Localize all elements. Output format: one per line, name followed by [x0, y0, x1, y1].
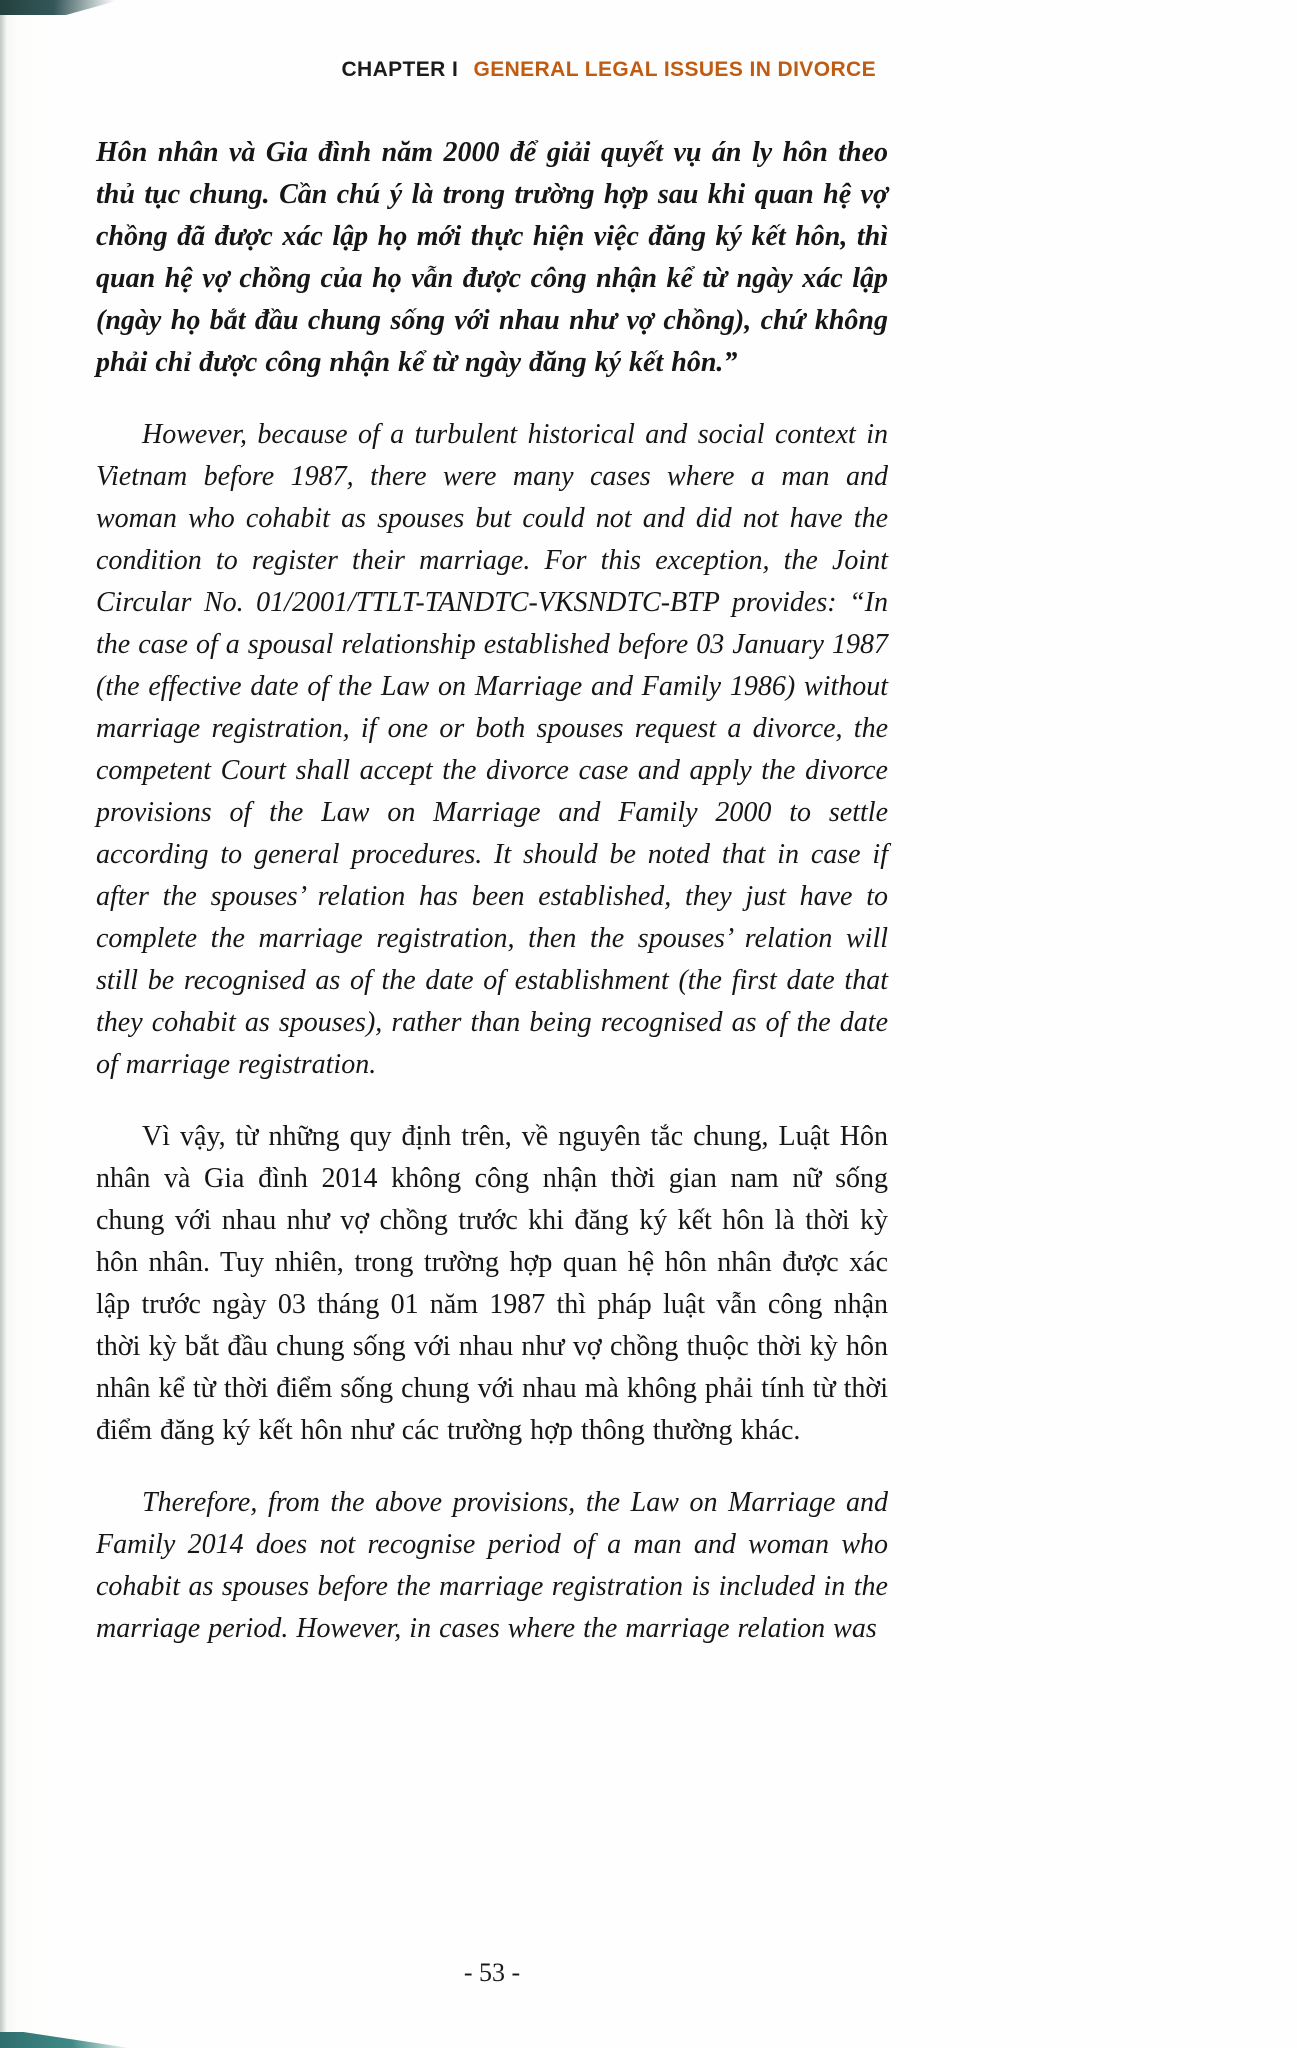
scan-edge-artifact	[0, 0, 7, 2048]
paragraph-vietnamese-vi-vay: Vì vậy, từ những quy định trên, về nguyên tắc chung, Luật Hôn nhân và Gia đình 2014 không công nhận thời gian nam nữ sống chung với nhau như vợ chồng trước khi đăng ký kết hôn là thời kỳ hôn nhân. Tuy nhiên, trong trường hợp quan hệ hôn nhân được xác lập trước ngày 03 tháng 01 năm 1987 thì pháp luật vẫn công nhận thời kỳ bắt đầu chung sống với nhau như vợ chồng thuộc thời kỳ hôn nhân kể từ thời điểm sống chung với nhau mà không phải tính từ thời điểm đăng ký kết hôn như các trường hợp thông thường khác.	[96, 1121, 888, 1446]
paragraph-english-therefore: Therefore, from the above provisions, the Law on Marriage and Family 2014 does not recognise period of a man and woman who cohabit as spouses before the marriage registration is included in the marriage period. However, in cases where the marriage relation was	[96, 1487, 888, 1644]
scan-artifact-bottom-left	[0, 2032, 130, 2048]
chapter-label: CHAPTER I	[341, 58, 459, 81]
paragraph-english-however: However, because of a turbulent historical and social context in Vietnam before 1987, there were many cases where a man and woman who cohabit as spouses but could not and did not have the condition to register their marriage. For this exception, the Joint Circular No. 01/2001/TTLT-TANDTC-VKSNDTC-BTP provides: “In the case of a spousal relationship established before 03 January 1987 (the effective date of the Law on Marriage and Family 1986) without marriage registration, if one or both spouses request a divorce, the competent Court shall accept the divorce case and apply the divorce provisions of the Law on Marriage and Family 2000 to settle according to general procedures. It should be noted that in case if after the spouses’ relation has been established, they just have to complete the marriage registration, then the spouses’ relation will still be recognised as of the date of establishment (the first date that they cohabit as spouses), rather than being recognised as of the date of marriage registration.	[96, 419, 888, 1080]
page-number: - 53 -	[463, 1958, 521, 1987]
scan-artifact-top-left	[0, 0, 120, 15]
chapter-title: GENERAL LEGAL ISSUES IN DIVORCE	[473, 58, 876, 81]
paragraph-vietnamese-quote: Hôn nhân và Gia đình năm 2000 để giải quyết vụ án ly hôn theo thủ tục chung. Cần chú ý là trong trường hợp sau khi quan hệ vợ chồng đã được xác lập họ mới thực hiện việc đăng ký kết hôn, thì quan hệ vợ chồng của họ vẫn được công nhận kể từ ngày xác lập (ngày họ bắt đầu chung sống với nhau như vợ chồng), chứ không phải chỉ được công nhận kể từ ngày đăng ký kết hôn.”	[96, 137, 888, 378]
running-head	[96, 58, 888, 82]
page-content	[96, 58, 888, 1680]
